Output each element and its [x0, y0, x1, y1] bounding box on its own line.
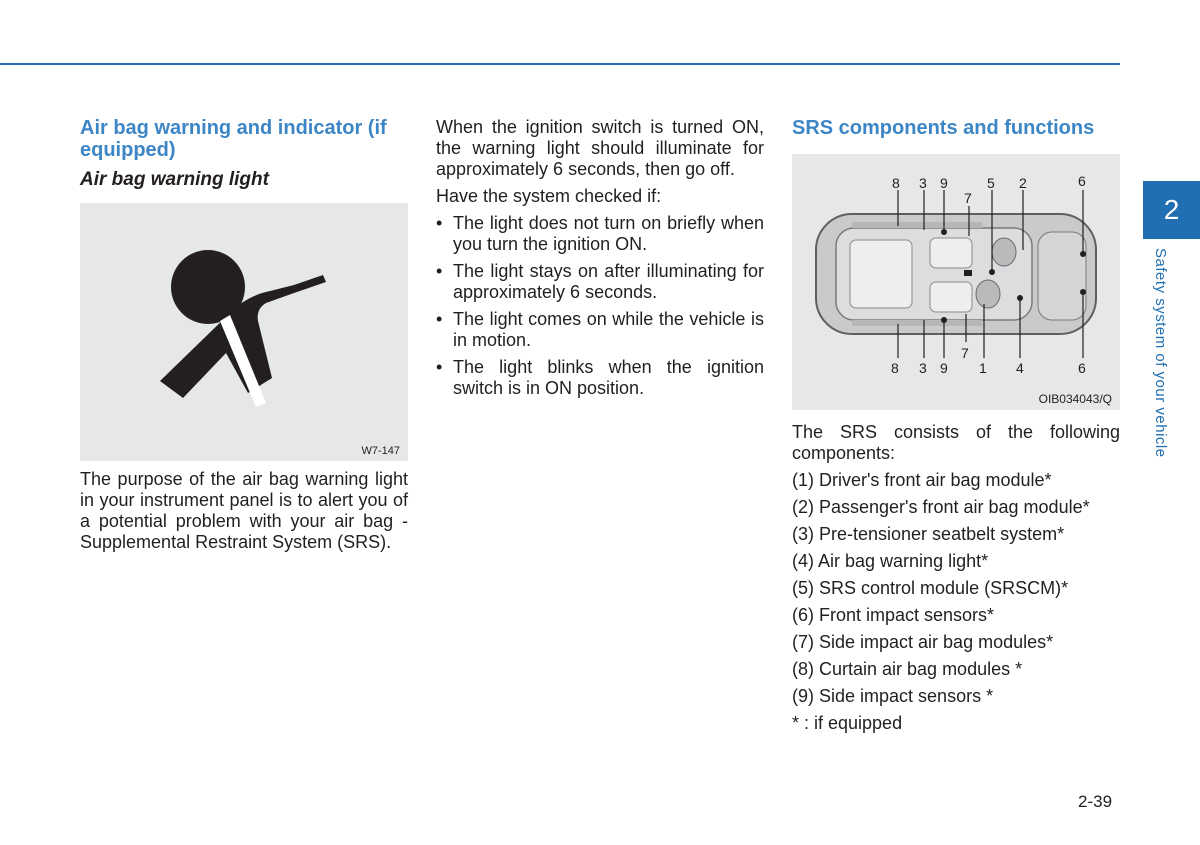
diagram-label: 5: [987, 175, 995, 191]
list-item: • The light does not turn on briefly when you turn the ignition ON.: [436, 213, 764, 255]
list-item: (7) Side impact air bag modules*: [792, 632, 1054, 652]
warning-purpose-text: The purpose of the air bag warning light in your instrument panel is to alert you of a potential problem with your air bag - Supplemental Restraint System (SRS).: [80, 469, 408, 552]
left-column: [80, 117, 408, 553]
front-seat-top: [930, 238, 972, 268]
right-column: [792, 117, 1120, 734]
ignition-intro-text: When the ignition switch is turned ON, the warning light should illuminate for approximately 6 seconds, then go off.: [436, 117, 764, 179]
list-item: (5) SRS control module (SRSCM)*: [792, 578, 1069, 598]
chapter-title: Safety system of your vehicle: [1152, 248, 1169, 458]
diagram-label: 6: [1078, 173, 1086, 189]
list-item: • The light stays on after illuminating for approximately 6 seconds.: [436, 261, 764, 303]
list-item: • The light blinks when the ignition switch is in ON position.: [436, 357, 764, 399]
list-item: • The light comes on while the vehicle is in motion.: [436, 309, 764, 351]
chapter-tab: 2: [1143, 181, 1200, 239]
diagram-label: 1: [979, 360, 987, 376]
component-list: [792, 470, 1120, 734]
airbag-warning-icon: [80, 203, 408, 461]
middle-column: [436, 117, 764, 405]
list-item: (1) Driver's front air bag module*: [792, 470, 1052, 490]
passenger-airbag: [992, 238, 1016, 266]
diagram-label: 2: [1019, 175, 1027, 191]
section-heading: Air bag warning and indicator (if equipped): [80, 117, 387, 161]
curtain-bag-top: [852, 222, 982, 228]
figure-id: OIB034043/Q: [1038, 392, 1112, 406]
driver-airbag: [976, 280, 1000, 308]
check-line: Have the system checked if:: [436, 186, 662, 206]
diagram-label: 4: [1016, 360, 1024, 376]
car-topview-diagram: [792, 154, 1120, 410]
diagram-label: 6: [1078, 360, 1086, 376]
rear-seat: [850, 240, 912, 308]
list-item: (6) Front impact sensors*: [792, 605, 995, 625]
list-item: (9) Side impact sensors *: [792, 686, 994, 706]
list-item: (4) Air bag warning light*: [792, 551, 989, 571]
diagram-label: 8: [891, 360, 899, 376]
srs-intro-text: The SRS consists of the following components:: [792, 422, 1120, 463]
srs-control-module: [964, 270, 972, 276]
diagram-label: 3: [919, 175, 927, 191]
list-item: (8) Curtain air bag modules *: [792, 659, 1023, 679]
srs-diagram-figure: [792, 154, 1120, 410]
top-rule: [0, 63, 1120, 65]
hood: [1038, 232, 1086, 320]
diagram-label: 7: [961, 345, 969, 361]
front-seat-bottom: [930, 282, 972, 312]
airbag-warning-figure: [80, 203, 408, 461]
diagram-label: 7: [964, 190, 972, 206]
check-list: [436, 213, 764, 399]
section-subheading: Air bag warning light: [80, 169, 269, 190]
diagram-label: 3: [919, 360, 927, 376]
figure-id: W7-147: [361, 445, 400, 457]
curtain-bag-bottom: [852, 320, 982, 326]
diagram-label: 8: [892, 175, 900, 191]
page-number: 2-39: [1078, 792, 1113, 811]
section-heading: SRS components and functions: [792, 117, 1095, 139]
diagram-label: 9: [940, 175, 948, 191]
footnote: * : if equipped: [792, 713, 903, 733]
list-item: (2) Passenger's front air bag module*: [792, 497, 1090, 517]
list-item: (3) Pre-tensioner seatbelt system*: [792, 524, 1065, 544]
diagram-label: 9: [940, 360, 948, 376]
